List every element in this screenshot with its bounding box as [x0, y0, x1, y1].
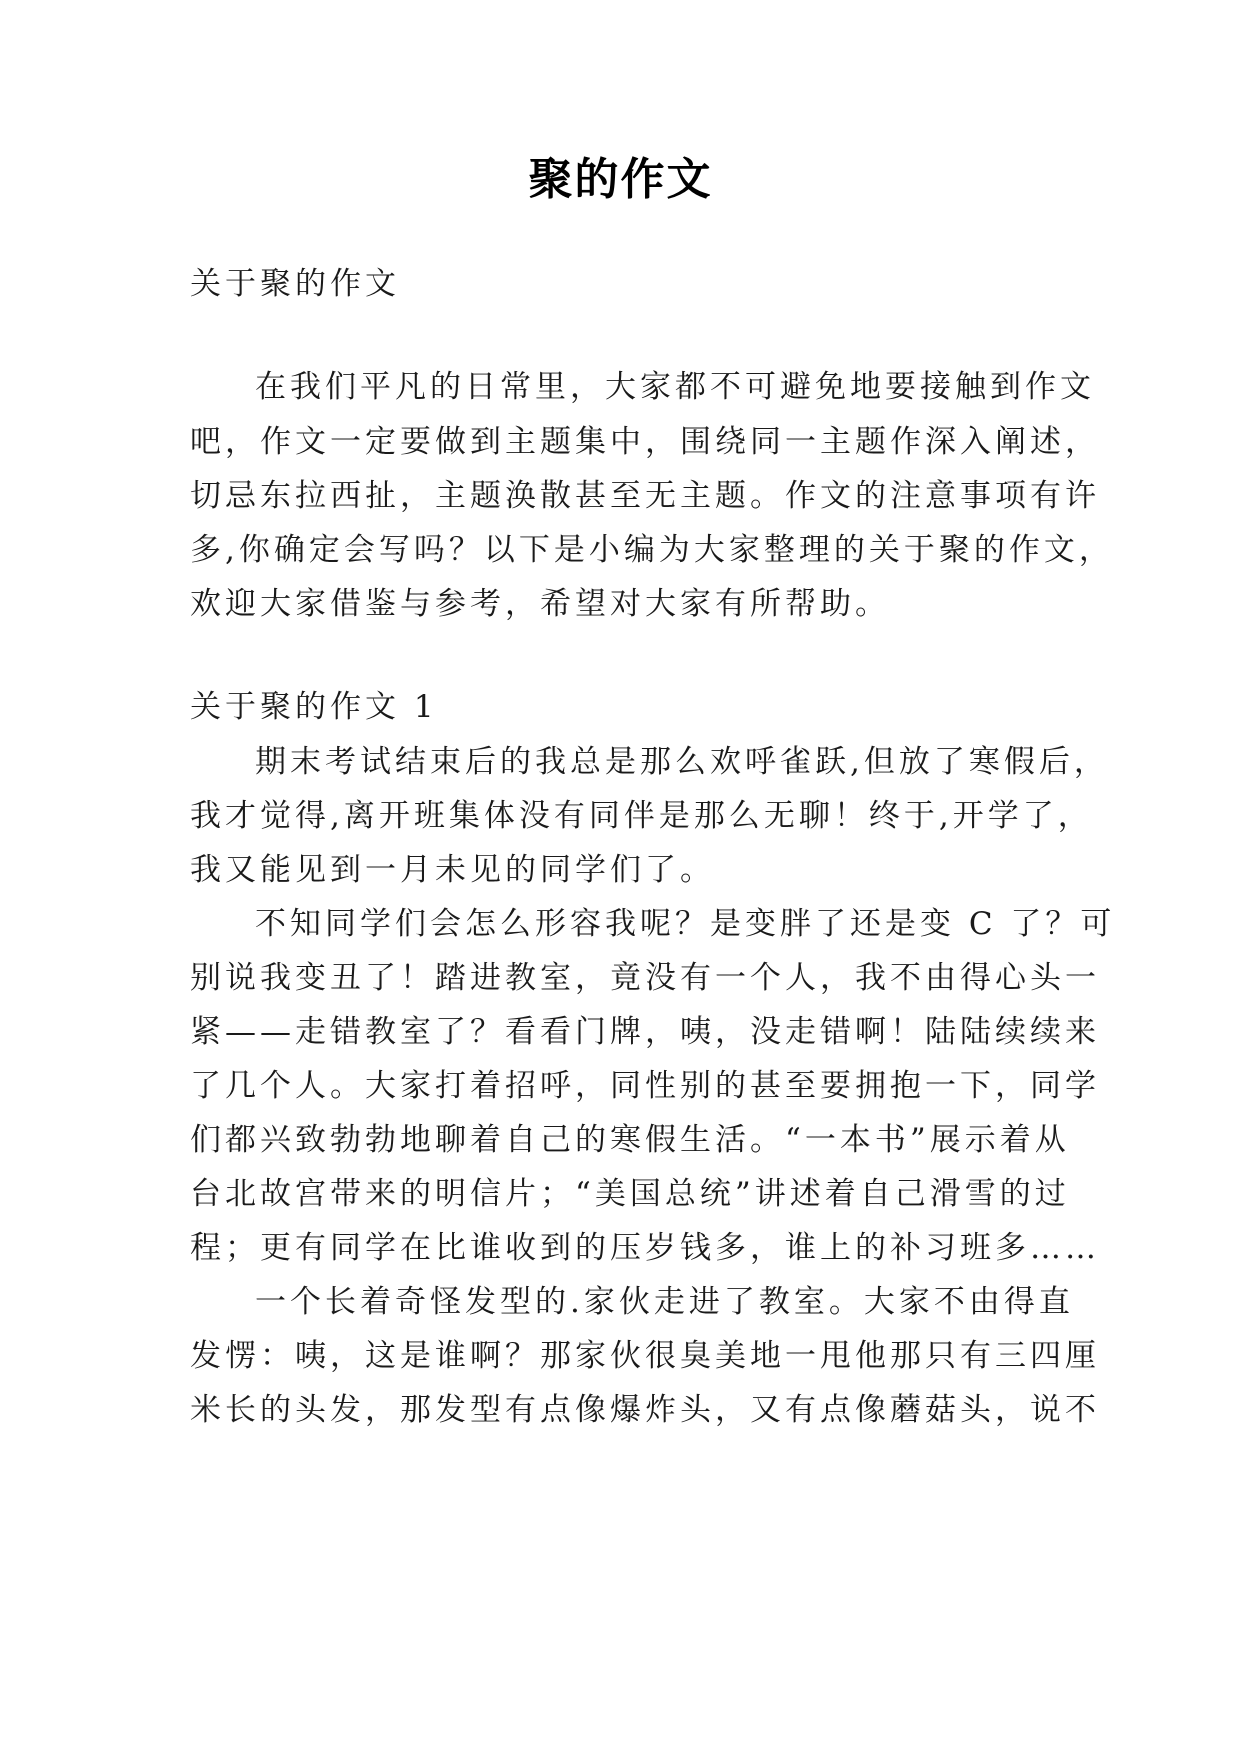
- body-line: 我又能见到一月未见的同学们了。: [190, 852, 715, 888]
- body-line: 我才觉得,离开班集体没有同伴是那么无聊！终于,开学了，: [190, 798, 1093, 834]
- body-line: 们都兴致勃勃地聊着自己的寒假生活。“一本书”展示着从: [190, 1122, 1070, 1158]
- body-line: 别说我变丑了！踏进教室，竟没有一个人，我不由得心头一: [190, 960, 1100, 996]
- intro-line: 切忌东拉西扯，主题涣散甚至无主题。作文的注意事项有许: [190, 478, 1100, 514]
- body-line: 一个长着奇怪发型的.家伙走进了教室。大家不由得直: [255, 1284, 1074, 1320]
- body-line: 米长的头发，那发型有点像爆炸头，又有点像蘑菇头，说不: [190, 1392, 1100, 1428]
- section-heading: 关于聚的作文 1: [190, 689, 438, 725]
- intro-line: 在我们平凡的日常里，大家都不可避免地要接触到作文: [255, 369, 1095, 405]
- intro-line: 吧，作文一定要做到主题集中，围绕同一主题作深入阐述，: [190, 424, 1100, 460]
- intro-line: 多,你确定会写吗？以下是小编为大家整理的关于聚的作文，: [190, 532, 1114, 568]
- intro-line: 欢迎大家借鉴与参考，希望对大家有所帮助。: [190, 586, 890, 622]
- body-line: 不知同学们会怎么形容我呢？是变胖了还是变 C 了？可: [255, 906, 1116, 942]
- body-line: 程；更有同学在比谁收到的压岁钱多，谁上的补习班多……: [190, 1230, 1100, 1266]
- body-line: 台北故宫带来的明信片；“美国总统”讲述着自己滑雪的过: [190, 1176, 1070, 1212]
- body-line: 期末考试结束后的我总是那么欢呼雀跃,但放了寒假后，: [255, 744, 1109, 780]
- document-subtitle: 关于聚的作文: [190, 266, 400, 302]
- body-line: 发愣：咦，这是谁啊？那家伙很臭美地一甩他那只有三四厘: [190, 1338, 1100, 1374]
- body-line: 了几个人。大家打着招呼，同性别的甚至要拥抱一下，同学: [190, 1068, 1100, 1104]
- document-title: 聚的作文: [528, 154, 713, 205]
- body-line: 紧——走错教室了？看看门牌，咦，没走错啊！陆陆续续来: [190, 1014, 1100, 1050]
